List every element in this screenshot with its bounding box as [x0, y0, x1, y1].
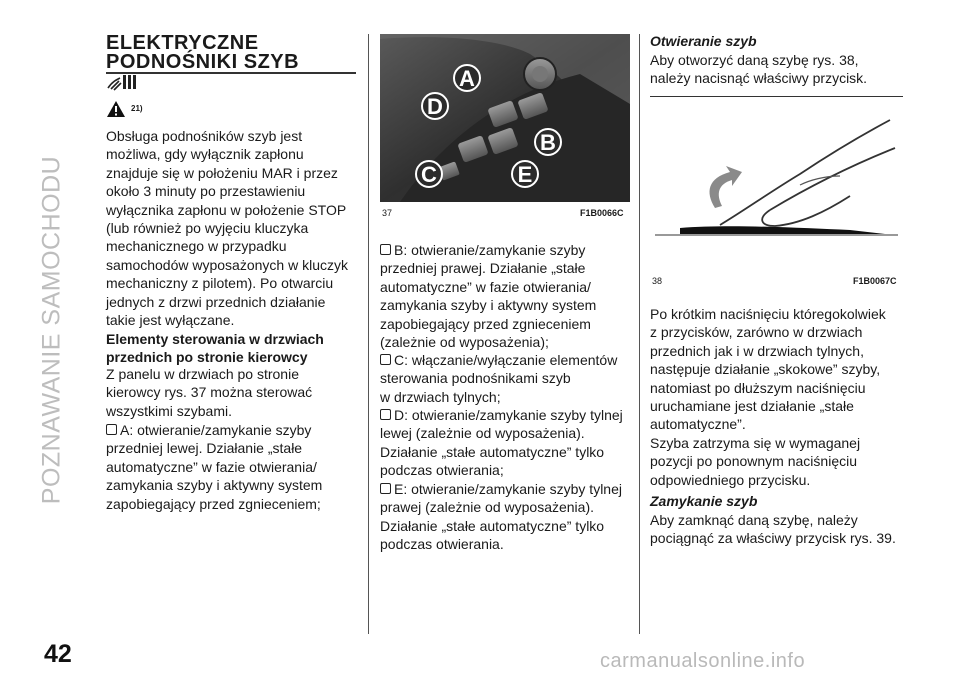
label-c: C: [421, 162, 437, 187]
closing-text: Aby zamknąć daną szybę, należy pociągnąć za właściwy przycisk rys. 39.: [650, 512, 896, 547]
bullet-icon: [106, 424, 117, 435]
driver-text: Z panelu w drzwiach po stronie kierowcy rys. 37 można sterować wszystkimi szybami.: [106, 366, 313, 419]
list-item-b: B: otwieranie/zamykanie szyby przedniej prawej. Działanie „stałe automatyczne” w fazie otwierania/ zamykania szyby i aktywny system zapobiegający przed zgnieceniem (zależnie od wyposażenia);: [380, 242, 597, 351]
column-divider: [368, 34, 369, 634]
sidebar-section-title: POZNAWANIE SAMOCHODU: [37, 155, 66, 505]
page-title: ELEKTRYCZNE PODNOŚNIKI SZYB: [106, 32, 300, 73]
heading-rule: [106, 72, 356, 74]
label-a: A: [459, 66, 475, 91]
intro-paragraph: Obsługa podnośników szyb jest możliwa, gdy wyłącznik zapłonu znajduje się w położeniu MAR i przez około 3 minuty po przestawieniu wyłącznika zapłonu w położenie STOP (lub również po wyjęciu kluczyka mechanicznego w przypadku samochodów wyposażonych w kluczyk mechaniczny z pilotem). Po otwarciu jednych z drzwi przednich działanie takie jest wyłączane.: [106, 128, 348, 329]
figure-37-door-switch-panel: [380, 34, 630, 202]
label-b: B: [540, 130, 556, 155]
subheading: Elementy sterowania w drzwiach przednich po stronie kierowcy: [106, 331, 324, 366]
closing-title: Zamykanie szyb: [650, 493, 758, 509]
warning-reference: 21): [131, 104, 143, 113]
watermark: carmanualsonline.info: [600, 650, 806, 672]
short-press-text: Po krótkim naciśnięciu któregokolwiek z przycisków, zarówno w drzwiach przednich jak i w drzwiach tylnych, następuje działanie „skokowe” szyby, natomiast po dłuższym naciśnięciu uruchamiane jest działanie „stałe automatyczne”.: [650, 306, 886, 433]
list-item-c: C: włączanie/wyłączanie elementów sterowania podnośnikami szyb w drzwiach tylnych;: [380, 352, 618, 405]
opening-text: Aby otworzyć daną szybę rys. 38, należy nacisnąć właściwy przycisk.: [650, 52, 868, 87]
figure-code: F1B0066C: [580, 208, 624, 218]
figure-rule: [650, 96, 903, 97]
hand-window-icon: [106, 72, 142, 92]
label-e: E: [517, 162, 533, 187]
opening-title: Otwieranie szyb: [650, 33, 757, 49]
list-item-e: E: otwieranie/zamykanie szyby tylnej prawej (zależnie od wyposażenia). Działanie „stałe automatyczne” tylko podczas otwierania.: [380, 481, 622, 553]
page-number: 42: [44, 640, 72, 668]
figure-number: 37: [382, 208, 393, 218]
bullet-icon: [380, 354, 391, 365]
bullet-icon: [380, 483, 391, 494]
figure-code: F1B0067C: [853, 276, 897, 286]
figure-number: 38: [652, 276, 663, 286]
list-item-d: D: otwieranie/zamykanie szyby tylnej lewej (zależnie od wyposażenia). Działanie „stałe automatyczne” tylko podczas otwierania;: [380, 407, 623, 479]
label-d: D: [427, 94, 443, 119]
bullet-icon: [380, 409, 391, 420]
stop-text: Szyba zatrzyma się w wymaganej pozycji po ponownym naciśnięciu odpowiedniego przycisku.: [650, 435, 861, 488]
list-item-a: A: otwieranie/zamykanie szyby przedniej lewej. Działanie „stałe automatyczne” w fazie otwierania/ zamykania szyby i aktywny system zapobiegający przed zgnieceniem;: [106, 422, 323, 512]
figure-38-press-button: [650, 100, 903, 270]
warning-icon: [106, 100, 126, 118]
bullet-icon: [380, 244, 391, 255]
